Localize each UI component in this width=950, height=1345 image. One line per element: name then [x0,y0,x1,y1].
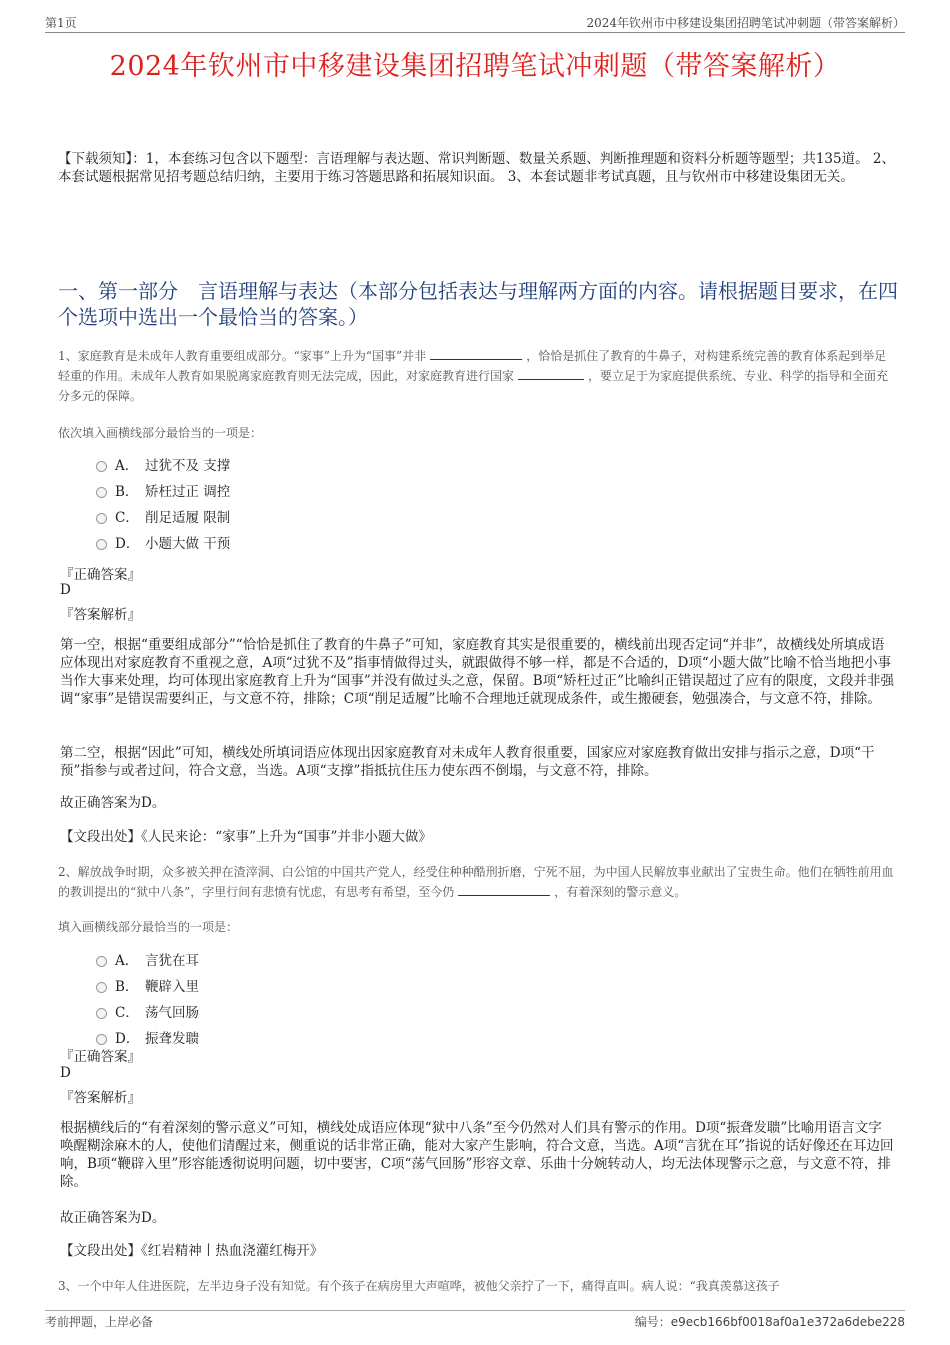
question-2-source: 【文段出处】《红岩精神丨热血浇灌红梅开》 [60,1243,324,1259]
radio-icon[interactable] [96,487,107,498]
question-2-prompt: 填入画横线部分最恰当的一项是： [58,920,239,934]
question-1-conclusion: 故正确答案为D。 [60,795,166,811]
question-2-answer: D [60,1065,71,1081]
question-1-option-a[interactable]: A． 过犹不及 支撑 [96,456,230,476]
question-1-source: 【文段出处】《人民来论：“家事”上升为“国事”并非小题大做》 [60,829,432,845]
section-heading: 一、第一部分 言语理解与表达（本部分包括表达与理解两方面的内容。请根据题目要求，在四个选项中选出一个最恰当的答案。） [58,279,898,329]
question-1-option-d[interactable]: D． 小题大做 干预 [96,534,230,554]
page-number: 第1页 [45,16,77,30]
footer-code: 编号：e9ecb166bf0018af0a1e372a6debe228 [634,1315,905,1329]
download-notice: 【下载须知】：1，本套练习包含以下题型：言语理解与表达题、常识判断题、数量关系题、判断推理题和资料分析题等题型；共135道。 2、本套试题根据常见招考题总结归纳，主要用于练习答题思路和拓展知识面。 3、本套试题非考试真题，且与钦州市中移建设集团无关。 [58,151,895,185]
radio-icon[interactable] [96,1034,107,1045]
radio-icon[interactable] [96,461,107,472]
question-2-option-b[interactable]: B． 鞭辟入里 [96,977,199,997]
answer-blank [430,347,522,360]
question-2-analysis-label: 『答案解析』 [60,1090,141,1106]
question-2-option-a[interactable]: A． 言犹在耳 [96,951,199,971]
question-3-stem: 3、一个中年人住进医院，左半边身子没有知觉。有个孩子在病房里大声喧哗，被他父亲拧了一下，痛得直叫。病人说：“我真羡慕这孩子 [58,1279,780,1293]
question-2-analysis-p1: 根据横线后的“有着深刻的警示意义”可知，横线处成语应体现“狱中八条”至今仍然对人们具有警示的作用。D项“振聋发聩”比喻用语言文字唤醒糊涂麻木的人，使他们清醒过来，侧重说的话非常正确，能对大家产生影响，符合文意，当选。A项“言犹在耳”指说的话好像还在耳边回响，B项“鞭辟入里”形容能透彻说明问题，切中要害，C项“荡气回肠”形容文章、乐曲十分婉转动人，均无法体现警示之意，与文意不符，排除。 [60,1120,894,1190]
answer-blank [518,367,584,380]
footer-slogan: 考前押题，上岸必备 [45,1315,154,1329]
question-1-analysis-p2: 第二空，根据“因此”可知，横线处所填词语应体现出因家庭教育对未成年人教育很重要，国家应对家庭教育做出安排与指示之意，D项“干预”指参与或者过问，符合文意，当选。A项“支撑”指抵抗住压力使东西不倒塌，与文意不符，排除。 [60,745,875,779]
question-1-option-b[interactable]: B． 矫枉过正 调控 [96,482,230,502]
page-title: 2024年钦州市中移建设集团招聘笔试冲刺题（带答案解析） [109,51,841,82]
radio-icon[interactable] [96,539,107,550]
radio-icon[interactable] [96,956,107,967]
question-2-stem: 2、解放战争时期，众多被关押在渣滓洞、白公馆的中国共产党人，经受住种种酷刑折磨，宁死不屈，为中国人民解放事业献出了宝贵生命。他们在牺牲前用血的教训提出的“狱中八条”，字里行间有悲愤有忧虑，有思考有希望，至今仍 ，有着深刻的警示意义。 [58,865,894,899]
radio-icon[interactable] [96,1008,107,1019]
question-1-option-c[interactable]: C． 削足适履 限制 [96,508,230,528]
question-2-answer-label: 『正确答案』 [60,1049,141,1065]
question-1-analysis-p1: 第一空，根据“重要组成部分”“恰恰是抓住了教育的牛鼻子”可知，家庭教育其实是很重要的，横线前出现否定词“并非”，故横线处所填成语应体现出对家庭教育不重视之意，A项“过犹不及”指事情做得过头，就跟做得不够一样，都是不合适的，D项“小题大做”比喻不恰当地把小事当作大事来处理，均可体现出家庭教育上升为“国事”并没有做过头之意，保留。B项“矫枉过正”比喻纠正错误超过了应有的限度，文段并非强调“家事”是错误需要纠正，与文意不符，排除；C项“削足适履”比喻不合理地迁就现成条件，或生搬硬套，勉强凑合，与文意不符，排除。 [60,637,895,707]
question-1-prompt: 依次填入画横线部分最恰当的一项是： [58,426,263,440]
question-2-conclusion: 故正确答案为D。 [60,1210,166,1226]
radio-icon[interactable] [96,982,107,993]
question-2-option-d[interactable]: D． 振聋发聩 [96,1029,199,1049]
question-1-stem: 1、家庭教育是未成年人教育重要组成部分。“家事”上升为“国事”并非 ，恰恰是抓住了教育的牛鼻子，对构建系统完善的教育体系起到举足轻重的作用。未成年人教育如果脱离家庭教育则无法完成，因此，对家庭教育进行国家 ，要立足于为家庭提供系统、专业、科学的指导和全面充分多元的保障。 [58,349,889,403]
answer-blank [458,883,550,896]
document-code: e9ecb166bf0018af0a1e372a6debe228 [670,1315,905,1329]
header-divider [45,32,905,33]
question-1-answer-label: 『正确答案』 [60,567,141,583]
footer-divider [45,1310,905,1311]
header-doc-title: 2024年钦州市中移建设集团招聘笔试冲刺题（带答案解析） [586,16,905,30]
question-1-analysis-label: 『答案解析』 [60,607,141,623]
question-1-answer: D [60,582,71,598]
question-2-option-c[interactable]: C． 荡气回肠 [96,1003,199,1023]
radio-icon[interactable] [96,513,107,524]
